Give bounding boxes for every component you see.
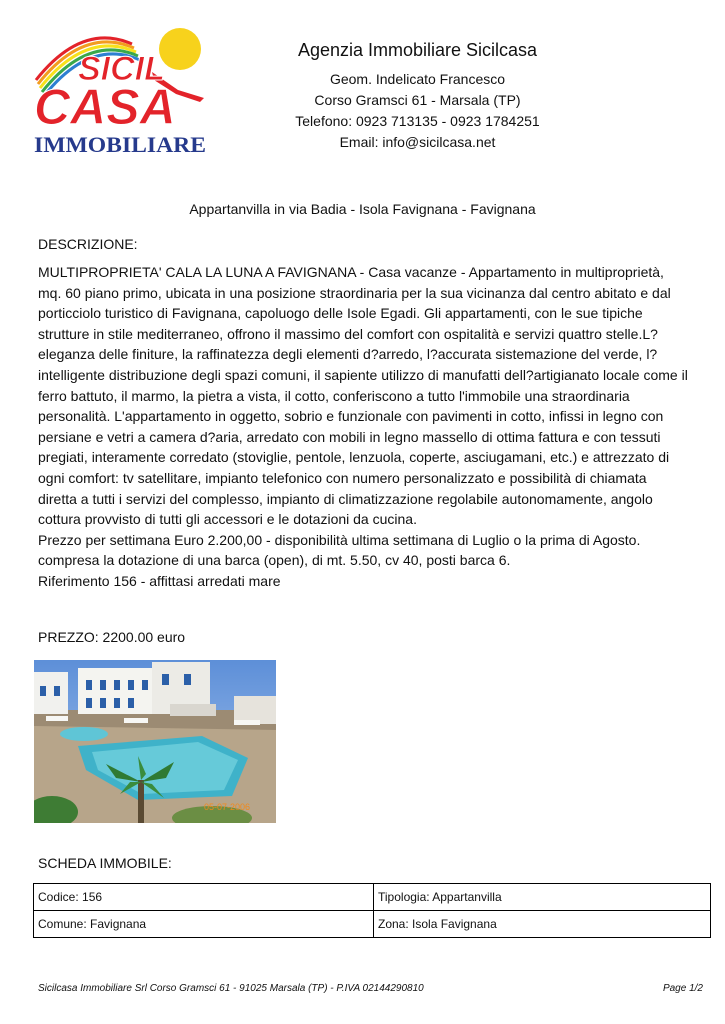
tipologia-cell: Tipologia: Appartanvilla [374, 884, 711, 911]
page-number: Page 1/2 [662, 983, 703, 994]
table-row [34, 884, 711, 911]
agency-address: Corso Gramsci 61 - Marsala (TP) [314, 92, 521, 108]
sicilcasa-logo [30, 24, 210, 159]
logo-text-sicil: SICIL [78, 50, 165, 88]
pool-photo-illustration [34, 660, 276, 823]
scheda-table [33, 883, 711, 938]
sun-icon [159, 28, 201, 70]
agency-header [290, 38, 545, 153]
listing-title: Appartanvilla in via Badia - Isola Favignana - Favignana [189, 201, 536, 217]
description-label: DESCRIZIONE: [38, 236, 138, 252]
price-label: PREZZO: 2200.00 euro [38, 629, 186, 645]
photo-date-stamp: 05-07-2006 [204, 802, 251, 812]
agency-phone: Telefono: 0923 713135 - 0923 1784251 [295, 113, 540, 129]
listing-description: MULTIPROPRIETA' CALA LA LUNA A FAVIGNANA - Casa vacanze - Appartamento in multiproprietà, mq. 60 piano primo, ubicata in una posizione straordinaria per la sua vicinanza dal centro abitato e dal porticciolo turistico di Favignana, capoluogo delle Isole Egadi. Gli appartamenti, con le sue tipiche strutture in stile mediterraneo, offrono il massimo del comfort con ospitalità e servizi quattro stelle.L?eleganza delle finiture, la raffinatezza degli elementi d?arredo, l?accurata sistemazione del verde, l?intelligente distribuzione degli spazi comuni, il sapiente utilizzo di manufatti dell?artigianato locale come il ferro battuto, il marmo, la pietra a vista, il cotto, conferiscono a tutto l'immobile una straordinaria personalità. L'appartamento in oggetto, sobrio e funzionale con pavimenti in cotto, infissi in legno con persiane e vetri a camera d?aria, arredato con mobili in legno massello di ottima fattura e con tessuti pregiati, interamente corredato (stoviglie, pentole, lenzuola, coperte, asciugamani, etc.) e attrezzato di ogni comfort: tv satellitare, impianto telefonico con numero personalizzato e possibilità di chiamata diretta a tutti i servizi del complesso, impianto di climatizzazione regolabile autonomamente, angolo cottura provvisto di tutti gli accessori e le dotazioni da cucina. Prezzo per settimana Euro 2.200,00 - disponibilità ultima settimana di Luglio o la prima di Agosto. compresa la dotazione di una barca (open), di mt. 5.50, cv 40, posti barca 6. Riferimento 156 - affittasi arredati mare [38, 264, 688, 589]
logo-text-casa: CASA [34, 79, 176, 135]
logo-graphic [30, 24, 210, 159]
comune-cell: Comune: Favignana [34, 911, 374, 938]
zona-cell: Zona: Isola Favignana [374, 911, 711, 938]
table-row [34, 911, 711, 938]
logo-text-immobiliare: IMMOBILIARE [34, 132, 206, 157]
property-photo [34, 660, 276, 823]
scheda-label: SCHEDA IMMOBILE: [38, 855, 172, 871]
agency-email: Email: info@sicilcasa.net [339, 134, 496, 150]
agency-name: Agenzia Immobiliare Sicilcasa [297, 40, 538, 60]
footer-company: Sicilcasa Immobiliare Srl Corso Gramsci 61 - 91025 Marsala (TP) - P.IVA 02144290810 [38, 983, 424, 994]
codice-cell: Codice: 156 [34, 884, 374, 911]
agency-owner: Geom. Indelicato Francesco [329, 71, 506, 87]
